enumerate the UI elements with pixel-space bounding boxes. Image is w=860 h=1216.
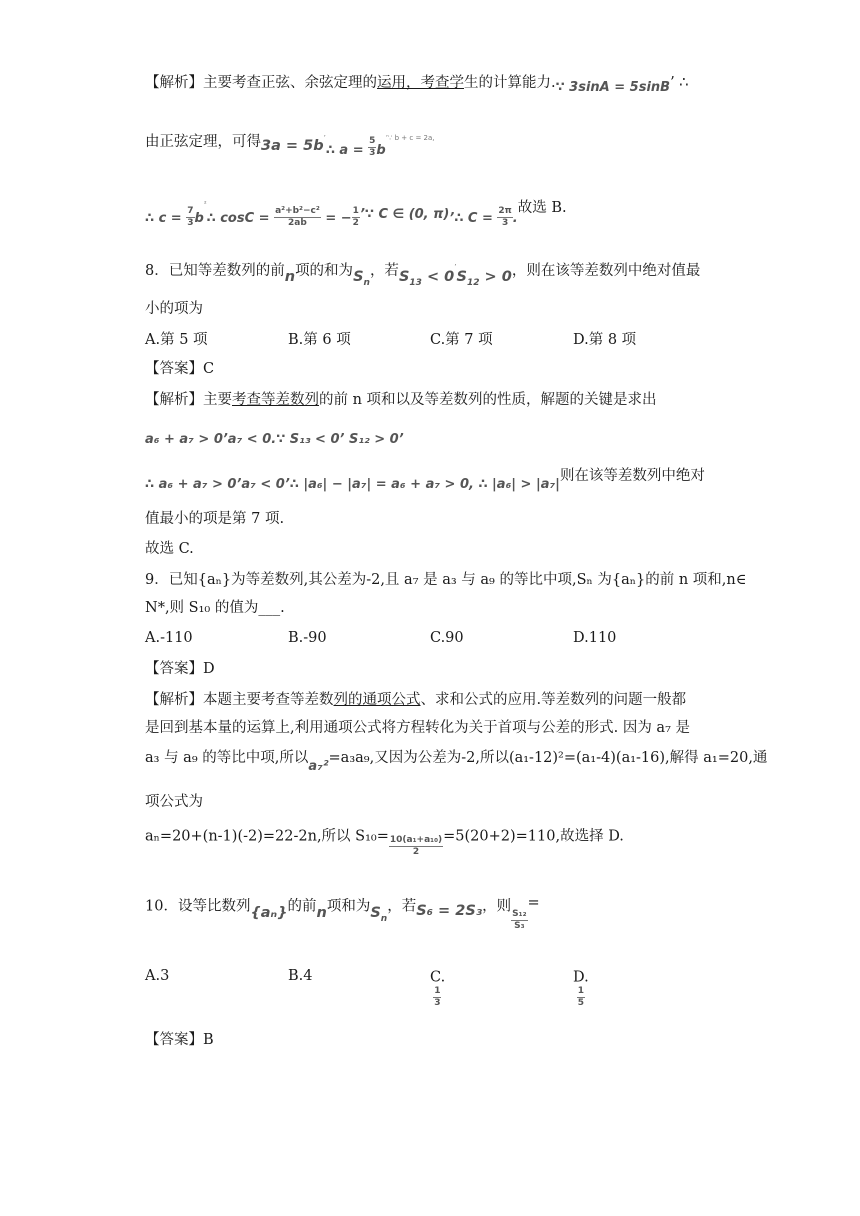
formula: b xyxy=(376,142,386,158)
fraction: $\frac{2\pi}{3}$ xyxy=(498,206,512,229)
question-10-line1: 10．设等比数列{aₙ}的前n项和为$S_n$，若S₆ = 2S₃，则 $\frac{\text{S₁₂}}{\text{S₃}}$ = xyxy=(145,894,540,931)
option-a: A.-110 xyxy=(145,630,193,646)
answer-9: 【答案】D xyxy=(145,661,215,677)
analysis-8-line3: ∴ a₆ + a₇ > 0’a₇ < 0’∴ |a₆| − |a₇| = a₆ + a₇ > 0, ∴ |a₆| > |a₇|则在该等差数列中绝对 xyxy=(145,468,705,492)
analysis-8-line4: 值最小的项是第 7 项. xyxy=(145,511,285,527)
option-c: C.90 xyxy=(430,630,464,646)
option-c: C.第 7 项 xyxy=(430,332,493,348)
analysis-9-line2: 是回到基本量的运算上,利用通项公式将方程转化为关于首项与公差的形式. 因为 a₇ 是 xyxy=(145,720,690,736)
fraction: $\frac{7}{3}$ xyxy=(187,206,194,229)
formula: ’∴ C = xyxy=(449,210,498,226)
formula: b xyxy=(194,210,204,226)
question-9-line2: N*,则 S₁₀ 的值为___. xyxy=(145,600,285,616)
analysis-8-formula1: a₆ + a₇ > 0’a₇ < 0.∵ S₁₃ < 0’ S₁₂ > 0’ xyxy=(145,432,404,447)
option-d: D. $\frac{1}{5}$ xyxy=(573,969,589,1008)
fraction: $\frac{1}{2}$ xyxy=(352,206,359,229)
answer-8: 【答案】C xyxy=(145,361,215,377)
option-b: B.-90 xyxy=(288,630,327,646)
option-a: A.3 xyxy=(145,968,170,984)
formula: ∴ a = xyxy=(325,142,369,158)
question-8-line2: 小的项为 xyxy=(145,301,203,317)
text: 生的计算能力. xyxy=(464,75,556,91)
text: ’ ∴ xyxy=(670,75,689,91)
question-9-line1: 9．已知{aₙ}为等差数列,其公差为-2,且 a₇ 是 a₃ 与 a₉ 的等比中项,Sₙ 为{aₙ}的前 n 项和,n∈ xyxy=(145,572,747,588)
analysis-9-line5: aₙ=20+(n-1)(-2)=22-2n,所以 S₁₀= $\frac{\text{10(a₁+a₁₀)}}{2}$ =5(20+2)=110,故选择 D. xyxy=(145,828,624,857)
option-c: C. $\frac{1}{3}$ xyxy=(430,969,446,1008)
text: 【解析】主要考查正弦、余弦定理的 xyxy=(145,75,377,91)
text: 由正弦定理，可得 xyxy=(145,133,261,150)
analysis-q7-line2 xyxy=(145,128,435,159)
analysis-9-line3: a₃ 与 a₉ 的等比中项,所以a₇²=a₃a₉,又因为公差为-2,所以(a₁-12)²=(a₁-4)(a₁-16),解得 a₁=20,通 xyxy=(145,750,768,774)
option-d: D.第 8 项 xyxy=(573,332,637,348)
analysis-9-line4: 项公式为 xyxy=(145,794,203,810)
formula: 3a = 5b xyxy=(261,137,324,154)
analysis-q7-line1 xyxy=(145,73,689,94)
option-b: B.第 6 项 xyxy=(288,332,351,348)
analysis-8-line1: 【解析】主要考查等差数列的前 n 项和以及等差数列的性质，解题的关键是求出 xyxy=(145,392,657,408)
mark: ² xyxy=(203,200,207,208)
analysis-9-line1: 【解析】本题主要考查等差数列的通项公式、求和公式的应用.等差数列的问题一般都 xyxy=(145,692,687,708)
option-b: B.4 xyxy=(288,968,313,984)
small-formula: ’∵ b + c = 2a, xyxy=(385,134,435,142)
analysis-q7-line3 xyxy=(145,194,567,229)
formula: ∴ c = xyxy=(145,210,187,226)
formula: ∵ 3sinA = 5sinB xyxy=(555,80,671,95)
text: 故选 B. xyxy=(517,199,567,216)
option-a: A.第 5 项 xyxy=(145,332,208,348)
answer-10: 【答案】B xyxy=(145,1032,214,1048)
formula: ’∵ C ∈ (0, π) xyxy=(359,206,450,222)
option-d: D.110 xyxy=(573,630,617,646)
formula: . xyxy=(512,210,518,226)
question-8-line1: 8．已知等差数列的前n项的和为$S_n$，若$S_{13} < 0^’S_{12} > 0$，则在该等差数列中绝对值最 xyxy=(145,262,701,288)
mark: ’ xyxy=(323,134,326,142)
analysis-8-line5: 故选 C. xyxy=(145,541,194,557)
underlined-text: 运用，考查学 xyxy=(377,75,464,91)
formula: ∴ cosC = xyxy=(206,210,275,226)
formula: = − xyxy=(320,210,352,226)
fraction: $\frac{\text{a²+b²−c²}}{2ab}$ xyxy=(275,206,320,229)
fraction: $\frac{5}{3}$ xyxy=(369,136,376,159)
